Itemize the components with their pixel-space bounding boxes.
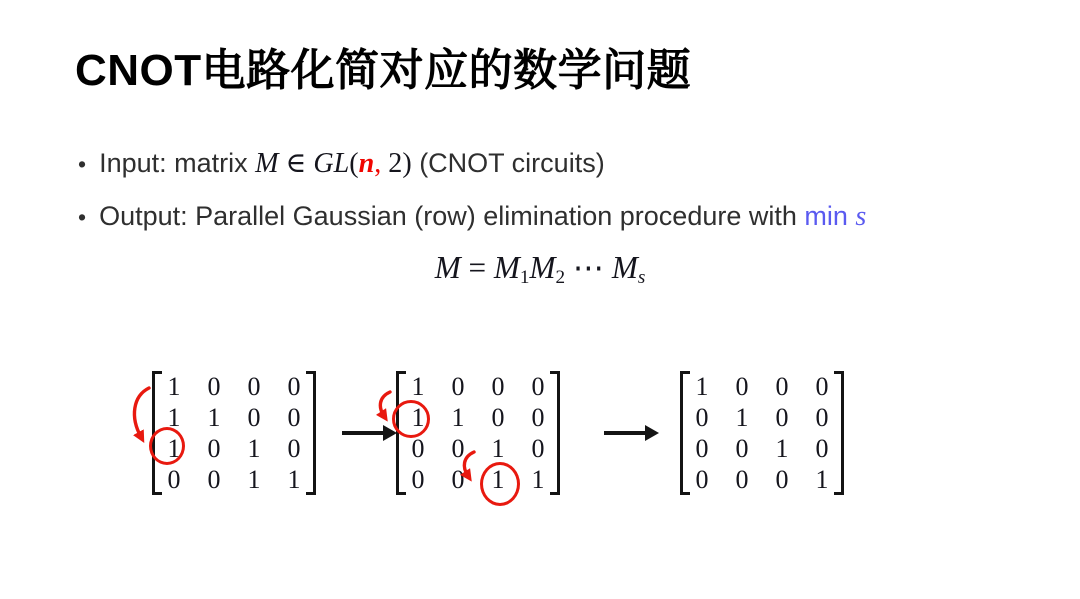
slide-title: CNOT电路化简对应的数学问题 — [75, 46, 692, 95]
text-segment: M — [434, 250, 461, 285]
matrix-cell: 1 — [491, 433, 505, 463]
matrix-cell: 0 — [451, 464, 465, 494]
matrix-cell: 0 — [287, 371, 301, 401]
matrix-cell: 1 — [531, 464, 545, 494]
text-segment: n — [358, 148, 375, 179]
matrix-cell: 0 — [287, 433, 301, 463]
bullet-input-text — [99, 146, 605, 180]
bullet-output — [78, 201, 866, 233]
matrix-cell: 1 — [247, 464, 261, 494]
matrix-cell: 1 — [735, 402, 749, 432]
matrix-cell: 0 — [491, 371, 505, 401]
matrix-cell: 0 — [287, 402, 301, 432]
matrix-cell: 1 — [451, 402, 465, 432]
right-bracket — [306, 371, 316, 495]
text-segment: (CNOT circuits) — [411, 148, 605, 178]
text-segment: s — [637, 267, 646, 289]
matrix-cell: 1 — [167, 433, 181, 463]
bullet-list — [78, 146, 866, 233]
text-segment: GL — [313, 148, 350, 179]
matrix-cell: 0 — [695, 464, 709, 494]
matrix-cell: 0 — [491, 402, 505, 432]
matrix-cell: 0 — [775, 402, 789, 432]
matrix-intermediate — [396, 371, 560, 495]
left-bracket — [396, 371, 406, 495]
text-segment: ( — [349, 148, 359, 179]
matrix-cell: 1 — [411, 371, 425, 401]
left-bracket — [152, 371, 162, 495]
matrix-row — [152, 371, 844, 495]
matrix-identity — [680, 371, 844, 495]
left-bracket — [680, 371, 690, 495]
matrix-cell: 0 — [411, 433, 425, 463]
text-segment: M — [611, 250, 638, 285]
right-bracket — [550, 371, 560, 495]
matrix-cell: 0 — [411, 464, 425, 494]
matrix-cell: 1 — [247, 433, 261, 463]
matrix-cell: 0 — [775, 464, 789, 494]
matrix-grid — [680, 371, 844, 495]
text-segment: = — [460, 250, 494, 285]
matrix-cell: 0 — [207, 433, 221, 463]
matrix-cell: 0 — [735, 464, 749, 494]
bullet-marker: • — [78, 151, 87, 177]
transform-arrow-icon — [604, 431, 646, 435]
matrix-cell: 0 — [167, 464, 181, 494]
bullet-input — [78, 146, 866, 180]
matrix-cell: 0 — [815, 433, 829, 463]
bullet-marker: • — [78, 204, 87, 230]
matrix-grid — [396, 371, 560, 495]
matrix-cell: 0 — [207, 464, 221, 494]
text-segment: 2 — [381, 148, 403, 179]
text-segment: ) — [402, 148, 412, 179]
text-segment: ⋯ — [565, 250, 612, 285]
text-segment: min — [804, 201, 848, 231]
matrix-cell: 1 — [287, 464, 301, 494]
matrix-cell: 0 — [695, 402, 709, 432]
matrix-cell: 1 — [167, 402, 181, 432]
decomposition-formula — [0, 250, 1080, 289]
matrix-cell: 0 — [815, 402, 829, 432]
matrix-cell: 1 — [695, 371, 709, 401]
matrix-cell: 0 — [451, 371, 465, 401]
matrix-cell: 0 — [531, 371, 545, 401]
text-segment: ∈ — [278, 148, 314, 179]
red-curved-arrow-icon — [129, 385, 153, 447]
matrix-cell: 1 — [491, 464, 505, 494]
matrix-cell: 0 — [247, 371, 261, 401]
matrix-cell: 0 — [531, 402, 545, 432]
matrix-cell: 0 — [531, 433, 545, 463]
text-segment: s — [855, 201, 867, 232]
matrix-initial — [152, 371, 316, 495]
matrix-cell: 1 — [815, 464, 829, 494]
matrix-cell: 0 — [451, 433, 465, 463]
red-curved-arrow-icon — [374, 390, 394, 420]
matrix-cell: 1 — [207, 402, 221, 432]
text-segment: , — [374, 148, 382, 179]
text-segment: M — [493, 250, 520, 285]
matrix-grid — [152, 371, 316, 495]
text-segment: Output: Parallel Gaussian (row) elimination procedure with — [99, 201, 805, 231]
matrix-cell: 0 — [735, 433, 749, 463]
text-segment: M — [255, 148, 279, 179]
matrix-cell: 0 — [735, 371, 749, 401]
transform-arrow-icon — [342, 431, 384, 435]
matrix-cell: 0 — [775, 371, 789, 401]
text-segment: 2 — [555, 267, 566, 289]
matrix-cell: 0 — [815, 371, 829, 401]
matrix-cell: 1 — [411, 402, 425, 432]
matrix-cell: 0 — [695, 433, 709, 463]
matrix-cell: 1 — [775, 433, 789, 463]
right-bracket — [834, 371, 844, 495]
text-segment: 1 — [519, 267, 530, 289]
text-segment: M — [529, 250, 556, 285]
matrix-cell: 0 — [207, 371, 221, 401]
matrix-cell: 1 — [167, 371, 181, 401]
bullet-output-text — [99, 201, 866, 233]
matrix-cell: 0 — [247, 402, 261, 432]
text-segment: Input: matrix — [99, 148, 256, 178]
